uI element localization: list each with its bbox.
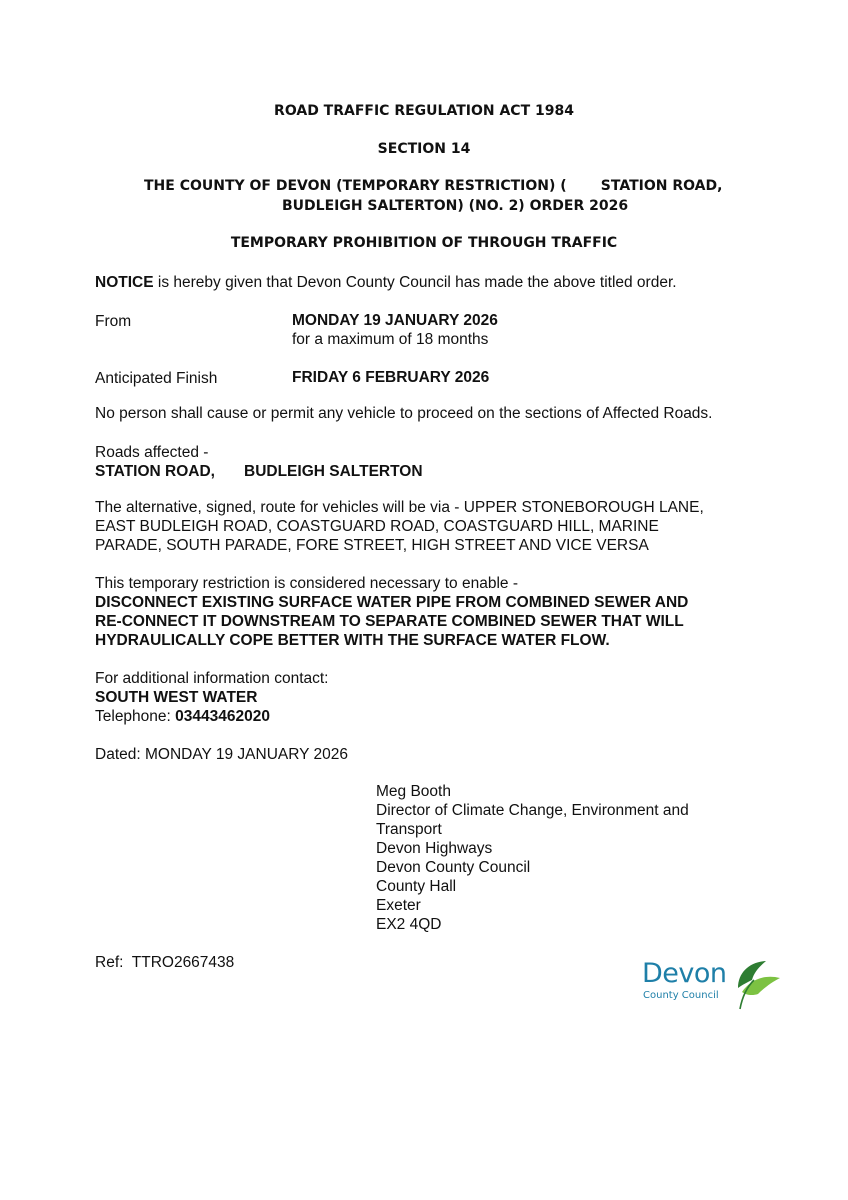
roads-label: Roads affected -	[95, 444, 209, 461]
finish-label: Anticipated Finish	[95, 370, 218, 387]
reference: Ref: TTRO2667438	[95, 954, 235, 971]
dated-line: Dated: MONDAY 19 JANUARY 2026	[95, 746, 349, 763]
roads-town: BUDLEIGH SALTERTON	[244, 463, 423, 480]
from-date: MONDAY 19 JANUARY 2026	[292, 312, 498, 329]
notice-lead: NOTICE	[95, 274, 154, 291]
order-title-line2: BUDLEIGH SALTERTON) (NO. 2) ORDER 2026	[282, 198, 629, 214]
contact-org: SOUTH WEST WATER	[95, 689, 258, 706]
reason-line1: DISCONNECT EXISTING SURFACE WATER PIPE FROM COMBINED SEWER AND	[95, 594, 689, 611]
logo-wordmark: Devon	[642, 958, 727, 989]
act-heading: ROAD TRAFFIC REGULATION ACT 1984	[274, 103, 574, 119]
reason-intro: This temporary restriction is considered necessary to enable -	[95, 575, 518, 592]
signatory-name: Meg Booth	[376, 783, 451, 800]
reason-line2: RE-CONNECT IT DOWNSTREAM TO SEPARATE COMBINED SEWER THAT WILL	[95, 613, 684, 630]
signatory-title-line1: Director of Climate Change, Environment and	[376, 802, 689, 819]
notice-paragraph	[95, 273, 677, 292]
from-duration: for a maximum of 18 months	[292, 331, 489, 348]
signatory-council: Devon County Council	[376, 859, 531, 876]
contact-intro: For additional information contact:	[95, 670, 329, 687]
contact-phone-line	[95, 707, 270, 726]
from-label: From	[95, 313, 132, 330]
contact-phone: 03443462020	[175, 708, 270, 725]
order-title-line1: THE COUNTY OF DEVON (TEMPORARY RESTRICTION) ( STATION ROAD,	[144, 178, 723, 194]
prohibition-heading: TEMPORARY PROHIBITION OF THROUGH TRAFFIC	[230, 235, 618, 251]
notice-text: is hereby given that Devon County Council has made the above titled order.	[153, 274, 677, 291]
section-heading: SECTION 14	[377, 141, 471, 157]
logo-subtitle: County Council	[643, 990, 719, 1001]
signatory-city: Exeter	[376, 897, 421, 914]
prohibition-text: No person shall cause or permit any vehicle to proceed on the sections of Affected Roads.	[95, 405, 713, 422]
leaf-icon	[732, 958, 782, 1010]
devon-county-council-logo	[636, 958, 786, 1010]
alt-route-line2: EAST BUDLEIGH ROAD, COASTGUARD ROAD, COASTGUARD HILL, MARINE	[95, 518, 659, 535]
alt-route-line1: The alternative, signed, route for vehicles will be via - UPPER STONEBOROUGH LANE,	[95, 499, 704, 516]
signatory-postcode: EX2 4QD	[376, 916, 442, 933]
contact-phone-label: Telephone:	[95, 708, 176, 725]
signatory-building: County Hall	[376, 878, 457, 895]
reason-line3: HYDRAULICALLY COPE BETTER WITH THE SURFACE WATER FLOW.	[95, 632, 610, 649]
finish-date: FRIDAY 6 FEBRUARY 2026	[292, 369, 490, 386]
alt-route-line3: PARADE, SOUTH PARADE, FORE STREET, HIGH STREET AND VICE VERSA	[95, 537, 649, 554]
signatory-title-line2: Transport	[376, 821, 442, 838]
signatory-dept: Devon Highways	[376, 840, 493, 857]
roads-road: STATION ROAD,	[95, 463, 215, 480]
